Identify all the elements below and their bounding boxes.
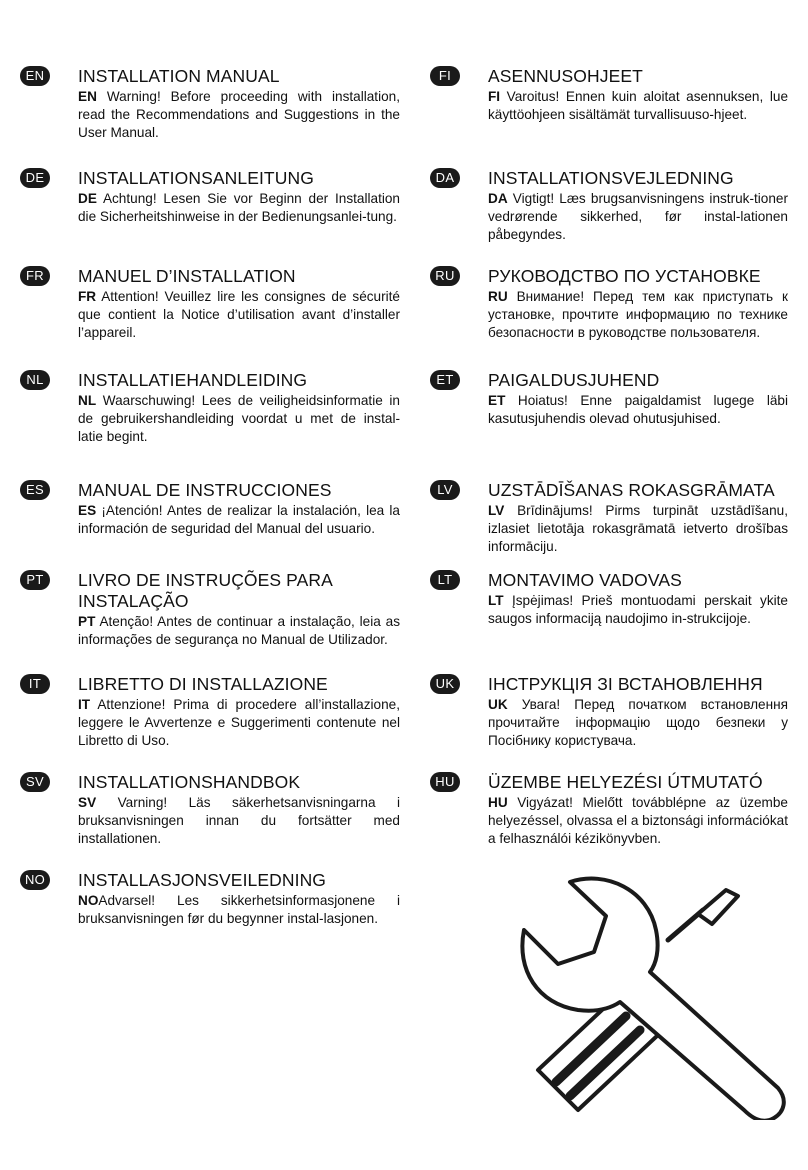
section-body: ET Hoiatus! Enne paigaldamist lugege läbi kasutusjuhendis olevad ohutusjuhised. (488, 393, 788, 426)
section-body: HU Vigyázat! Mielőtt továbblépne az üzembe helyezéssel, olvassa el a biztonsági információkat a felhasználói kézikönyvben. (488, 795, 788, 846)
section-title: UZSTĀDĪŠANAS ROKASGRĀMATA (488, 480, 775, 500)
language-badge: LV (430, 480, 460, 500)
section-title: ÜZEMBE HELYEZÉSI ÚTMUTATÓ (488, 772, 763, 792)
language-badge: HU (430, 772, 460, 792)
section-title: INSTALLATIONSHANDBOK (78, 772, 301, 792)
section-et (430, 370, 808, 428)
tools-illustration (498, 860, 798, 1120)
section-hu (430, 772, 808, 848)
language-badge: NL (20, 370, 50, 390)
section-title: MONTAVIMO VADOVAS (488, 570, 682, 590)
section-title: LIVRO DE INSTRUÇÕES PARA INSTALAÇÃO (78, 570, 332, 611)
section-uk (430, 674, 808, 750)
section-ru (430, 266, 808, 342)
section-body: ES ¡Atención! Antes de realizar la instalación, lea la información de seguridad del Manual del usuario. (78, 503, 400, 536)
section-body: DE Achtung! Lesen Sie vor Beginn der Installation die Sicherheitshinweise in der Bedienungsanlei-tung. (78, 191, 400, 224)
language-badge: SV (20, 772, 50, 792)
section-title: INSTALLATIONSVEJLEDNING (488, 168, 734, 188)
section-title: РУКОВОДСТВО ПО УСТАНОВКЕ (488, 266, 761, 286)
section-body: IT Attenzione! Prima di procedere all’installazione, leggere le Avvertenze e Suggerimenti contenute nel Libretto di Uso. (78, 697, 400, 748)
section-pt (20, 570, 400, 649)
section-title: INSTALLATIONSANLEITUNG (78, 168, 314, 188)
language-badge: PT (20, 570, 50, 590)
language-badge: NO (20, 870, 50, 890)
section-body: DA Vigtigt! Læs brugsanvisningens instruk-tioner vedrørende sikkerhed, før instal-lationen påbegyndes. (488, 191, 788, 242)
language-badge: FR (20, 266, 50, 286)
language-badge: FI (430, 66, 460, 86)
section-body: LV Brīdinājums! Pirms turpināt uzstādīšanu, izlasiet lietotāja rokasgrāmatā ietverto drošības informāciju. (488, 503, 788, 554)
section-de (20, 168, 400, 226)
section-fr (20, 266, 400, 342)
section-lv (430, 480, 808, 556)
language-badge: LT (430, 570, 460, 590)
section-es (20, 480, 400, 538)
section-lt (430, 570, 808, 628)
wrench-screwdriver-icon (498, 860, 798, 1120)
section-en (20, 66, 400, 142)
language-badge: UK (430, 674, 460, 694)
section-no (20, 870, 400, 928)
section-body: FR Attention! Veuillez lire les consignes de sécurité que contient la Notice d’utilisation avant d’installer l’appareil. (78, 289, 400, 340)
section-body: PT Atenção! Antes de continuar a instalação, leia as informações de segurança no Manual de Utilizador. (78, 614, 400, 647)
section-body: NOAdvarsel! Les sikkerhetsinformasjonene i bruksanvisningen før du begynner instal-lasjonen. (78, 893, 400, 926)
language-badge: EN (20, 66, 50, 86)
language-badge: DA (430, 168, 460, 188)
section-title: INSTALLASJONSVEILEDNING (78, 870, 327, 890)
section-title: INSTALLATION MANUAL (78, 66, 280, 86)
section-body: NL Waarschuwing! Lees de veiligheidsinformatie in de gebruikershandleiding voordat u met de instal-latie begint. (78, 393, 400, 444)
section-title: LIBRETTO DI INSTALLAZIONE (78, 674, 328, 694)
language-badge: DE (20, 168, 50, 188)
section-body: RU Внимание! Перед тем как приступать к установке, прочтите информацию по технике безопасности в руководстве пользователя. (488, 289, 788, 340)
language-badge: ES (20, 480, 50, 500)
section-title: MANUAL DE INSTRUCCIONES (78, 480, 332, 500)
section-it (20, 674, 400, 750)
section-da (430, 168, 808, 244)
section-title: ІНСТРУКЦІЯ ЗІ ВСТАНОВЛЕННЯ (488, 674, 763, 694)
section-title: INSTALLATIEHANDLEIDING (78, 370, 308, 390)
language-badge: IT (20, 674, 50, 694)
section-title: PAIGALDUSJUHEND (488, 370, 660, 390)
section-title: MANUEL D’INSTALLATION (78, 266, 296, 286)
section-nl (20, 370, 400, 446)
section-body: UK Увага! Перед початком встановлення прочитайте інформацію щодо безпеки у Посібнику користувача. (488, 697, 788, 748)
section-body: FI Varoitus! Ennen kuin aloitat asennuksen, lue käyttöohjeen sisältämät turvallisuuso-hjeet. (488, 89, 788, 122)
language-badge: ET (430, 370, 460, 390)
section-body: EN Warning! Before proceeding with installation, read the Recommendations and Suggestions in the User Manual. (78, 89, 400, 140)
section-body: SV Varning! Läs säkerhetsanvisningarna i bruksanvisningen innan du fortsätter med installationen. (78, 795, 400, 846)
section-body: LT Įspėjimas! Prieš montuodami perskait ykite saugos informaciją naudojimo in-strukcijoje. (488, 593, 788, 626)
language-badge: RU (430, 266, 460, 286)
section-sv (20, 772, 400, 848)
section-fi (430, 66, 808, 124)
section-title: ASENNUSOHJEET (488, 66, 643, 86)
